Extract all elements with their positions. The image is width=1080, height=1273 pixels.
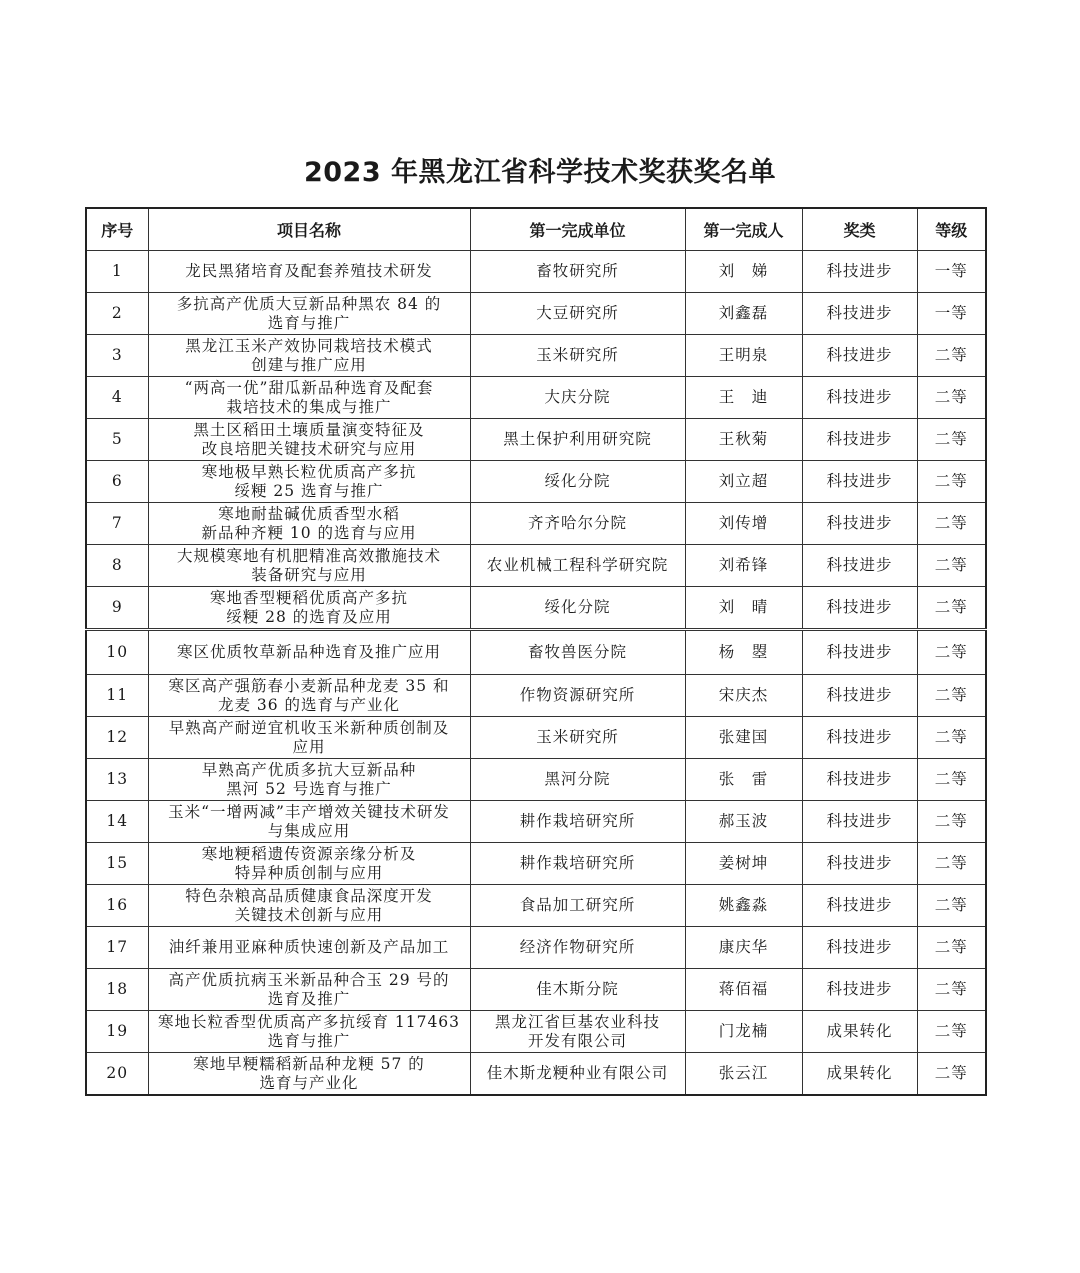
- cell-person: 刘 娣: [685, 251, 802, 293]
- cell-type: 成果转化: [802, 1053, 917, 1096]
- cell-unit: 作物资源研究所: [470, 675, 685, 717]
- cell-grade: 二等: [917, 1053, 986, 1096]
- cell-type: 科技进步: [802, 461, 917, 503]
- cell-no: 1: [86, 251, 148, 293]
- table-row: [86, 545, 986, 587]
- cell-project: 寒地极早熟长粒优质高产多抗 绥粳 25 选育与推广: [148, 461, 470, 503]
- cell-project: 龙民黑猪培育及配套养殖技术研发: [148, 251, 470, 293]
- cell-grade: 二等: [917, 885, 986, 927]
- header-type: 奖类: [802, 208, 917, 251]
- header-grade: 等级: [917, 208, 986, 251]
- cell-no: 2: [86, 293, 148, 335]
- cell-type: 科技进步: [802, 843, 917, 885]
- award-table: [85, 207, 987, 1096]
- table-row: [86, 885, 986, 927]
- cell-unit: 耕作栽培研究所: [470, 843, 685, 885]
- cell-no: 5: [86, 419, 148, 461]
- cell-grade: 二等: [917, 335, 986, 377]
- cell-type: 科技进步: [802, 675, 917, 717]
- cell-no: 3: [86, 335, 148, 377]
- cell-grade: 二等: [917, 927, 986, 969]
- cell-type: 科技进步: [802, 377, 917, 419]
- cell-no: 6: [86, 461, 148, 503]
- cell-grade: 二等: [917, 587, 986, 630]
- cell-unit: 畜牧研究所: [470, 251, 685, 293]
- cell-person: 刘立超: [685, 461, 802, 503]
- cell-project: 寒地粳稻遗传资源亲缘分析及 特异种质创制与应用: [148, 843, 470, 885]
- cell-grade: 二等: [917, 675, 986, 717]
- cell-no: 12: [86, 717, 148, 759]
- cell-grade: 一等: [917, 293, 986, 335]
- cell-unit: 食品加工研究所: [470, 885, 685, 927]
- cell-person: 郝玉波: [685, 801, 802, 843]
- cell-project: 寒地长粒香型优质高产多抗绥育 117463 选育与推广: [148, 1011, 470, 1053]
- cell-unit: 大豆研究所: [470, 293, 685, 335]
- cell-no: 10: [86, 630, 148, 675]
- cell-unit: 耕作栽培研究所: [470, 801, 685, 843]
- table-row: [86, 1053, 986, 1096]
- cell-type: 科技进步: [802, 885, 917, 927]
- cell-grade: 二等: [917, 717, 986, 759]
- cell-project: 寒区优质牧草新品种选育及推广应用: [148, 630, 470, 675]
- cell-project: 寒地耐盐碱优质香型水稻 新品种齐粳 10 的选育与应用: [148, 503, 470, 545]
- cell-grade: 二等: [917, 419, 986, 461]
- cell-unit: 畜牧兽医分院: [470, 630, 685, 675]
- cell-no: 15: [86, 843, 148, 885]
- cell-type: 科技进步: [802, 969, 917, 1011]
- cell-no: 19: [86, 1011, 148, 1053]
- cell-no: 17: [86, 927, 148, 969]
- cell-no: 16: [86, 885, 148, 927]
- cell-no: 4: [86, 377, 148, 419]
- table-row: [86, 503, 986, 545]
- cell-type: 科技进步: [802, 927, 917, 969]
- cell-project: 多抗高产优质大豆新品种黑农 84 的 选育与推广: [148, 293, 470, 335]
- cell-unit: 农业机械工程科学研究院: [470, 545, 685, 587]
- table-row: [86, 717, 986, 759]
- table-row: [86, 293, 986, 335]
- cell-unit: 佳木斯龙粳种业有限公司: [470, 1053, 685, 1096]
- header-project: 项目名称: [148, 208, 470, 251]
- cell-person: 刘传增: [685, 503, 802, 545]
- cell-type: 成果转化: [802, 1011, 917, 1053]
- cell-grade: 一等: [917, 251, 986, 293]
- cell-type: 科技进步: [802, 335, 917, 377]
- page-title: 2023 年黑龙江省科学技术奖获奖名单: [303, 157, 777, 188]
- cell-unit: 齐齐哈尔分院: [470, 503, 685, 545]
- table-row: [86, 630, 986, 675]
- cell-no: 20: [86, 1053, 148, 1096]
- cell-project: 黑龙江玉米产效协同栽培技术模式 创建与推广应用: [148, 335, 470, 377]
- table-row: [86, 801, 986, 843]
- cell-unit: 佳木斯分院: [470, 969, 685, 1011]
- cell-project: 寒区高产强筋春小麦新品种龙麦 35 和 龙麦 36 的选育与产业化: [148, 675, 470, 717]
- cell-project: 特色杂粮高品质健康食品深度开发 关键技术创新与应用: [148, 885, 470, 927]
- table-row: [86, 335, 986, 377]
- cell-person: 姜树坤: [685, 843, 802, 885]
- cell-project: 油纤兼用亚麻种质快速创新及产品加工: [148, 927, 470, 969]
- cell-project: 早熟高产耐逆宜机收玉米新种质创制及 应用: [148, 717, 470, 759]
- cell-type: 科技进步: [802, 587, 917, 630]
- cell-unit: 大庆分院: [470, 377, 685, 419]
- cell-no: 7: [86, 503, 148, 545]
- cell-no: 11: [86, 675, 148, 717]
- table-row: [86, 675, 986, 717]
- table-row: [86, 1011, 986, 1053]
- cell-grade: 二等: [917, 969, 986, 1011]
- cell-project: 黑土区稻田土壤质量演变特征及 改良培肥关键技术研究与应用: [148, 419, 470, 461]
- cell-no: 9: [86, 587, 148, 630]
- cell-unit: 玉米研究所: [470, 335, 685, 377]
- cell-unit: 黑龙江省巨基农业科技 开发有限公司: [470, 1011, 685, 1053]
- cell-person: 康庆华: [685, 927, 802, 969]
- cell-person: 姚鑫淼: [685, 885, 802, 927]
- table-row: [86, 377, 986, 419]
- table-row: [86, 843, 986, 885]
- cell-unit: 绥化分院: [470, 587, 685, 630]
- cell-project: 寒地早粳糯稻新品种龙粳 57 的 选育与产业化: [148, 1053, 470, 1096]
- cell-type: 科技进步: [802, 759, 917, 801]
- cell-person: 杨 曌: [685, 630, 802, 675]
- cell-person: 刘 晴: [685, 587, 802, 630]
- cell-project: 早熟高产优质多抗大豆新品种 黑河 52 号选育与推广: [148, 759, 470, 801]
- header-person: 第一完成人: [685, 208, 802, 251]
- table-row: [86, 927, 986, 969]
- cell-type: 科技进步: [802, 801, 917, 843]
- cell-unit: 黑河分院: [470, 759, 685, 801]
- cell-type: 科技进步: [802, 630, 917, 675]
- cell-person: 王 迪: [685, 377, 802, 419]
- table-row: [86, 251, 986, 293]
- cell-project: 高产优质抗病玉米新品种合玉 29 号的 选育及推广: [148, 969, 470, 1011]
- cell-project: 寒地香型粳稻优质高产多抗 绥粳 28 的选育及应用: [148, 587, 470, 630]
- cell-no: 18: [86, 969, 148, 1011]
- cell-unit: 经济作物研究所: [470, 927, 685, 969]
- table-row: [86, 461, 986, 503]
- cell-grade: 二等: [917, 759, 986, 801]
- cell-person: 张 雷: [685, 759, 802, 801]
- cell-person: 刘鑫磊: [685, 293, 802, 335]
- header-no: 序号: [86, 208, 148, 251]
- table-row: [86, 969, 986, 1011]
- cell-person: 王明泉: [685, 335, 802, 377]
- cell-type: 科技进步: [802, 293, 917, 335]
- cell-no: 14: [86, 801, 148, 843]
- cell-type: 科技进步: [802, 503, 917, 545]
- cell-grade: 二等: [917, 545, 986, 587]
- table-header-row: [86, 208, 986, 251]
- cell-grade: 二等: [917, 503, 986, 545]
- cell-project: 大规模寒地有机肥精准高效撒施技术 装备研究与应用: [148, 545, 470, 587]
- cell-project: “两高一优”甜瓜新品种选育及配套 栽培技术的集成与推广: [148, 377, 470, 419]
- cell-grade: 二等: [917, 377, 986, 419]
- cell-grade: 二等: [917, 461, 986, 503]
- cell-unit: 玉米研究所: [470, 717, 685, 759]
- cell-type: 科技进步: [802, 545, 917, 587]
- cell-person: 门龙楠: [685, 1011, 802, 1053]
- cell-grade: 二等: [917, 630, 986, 675]
- cell-person: 王秋菊: [685, 419, 802, 461]
- cell-grade: 二等: [917, 843, 986, 885]
- cell-unit: 绥化分院: [470, 461, 685, 503]
- cell-unit: 黑土保护利用研究院: [470, 419, 685, 461]
- cell-no: 8: [86, 545, 148, 587]
- cell-grade: 二等: [917, 1011, 986, 1053]
- cell-type: 科技进步: [802, 717, 917, 759]
- cell-type: 科技进步: [802, 251, 917, 293]
- cell-project: 玉米“一增两减”丰产增效关键技术研发 与集成应用: [148, 801, 470, 843]
- cell-person: 刘希锋: [685, 545, 802, 587]
- cell-person: 蒋佰福: [685, 969, 802, 1011]
- cell-no: 13: [86, 759, 148, 801]
- cell-person: 张建国: [685, 717, 802, 759]
- cell-person: 张云江: [685, 1053, 802, 1096]
- cell-person: 宋庆杰: [685, 675, 802, 717]
- table-row: [86, 419, 986, 461]
- cell-type: 科技进步: [802, 419, 917, 461]
- header-unit: 第一完成单位: [470, 208, 685, 251]
- table-row: [86, 587, 986, 630]
- table-row: [86, 759, 986, 801]
- cell-grade: 二等: [917, 801, 986, 843]
